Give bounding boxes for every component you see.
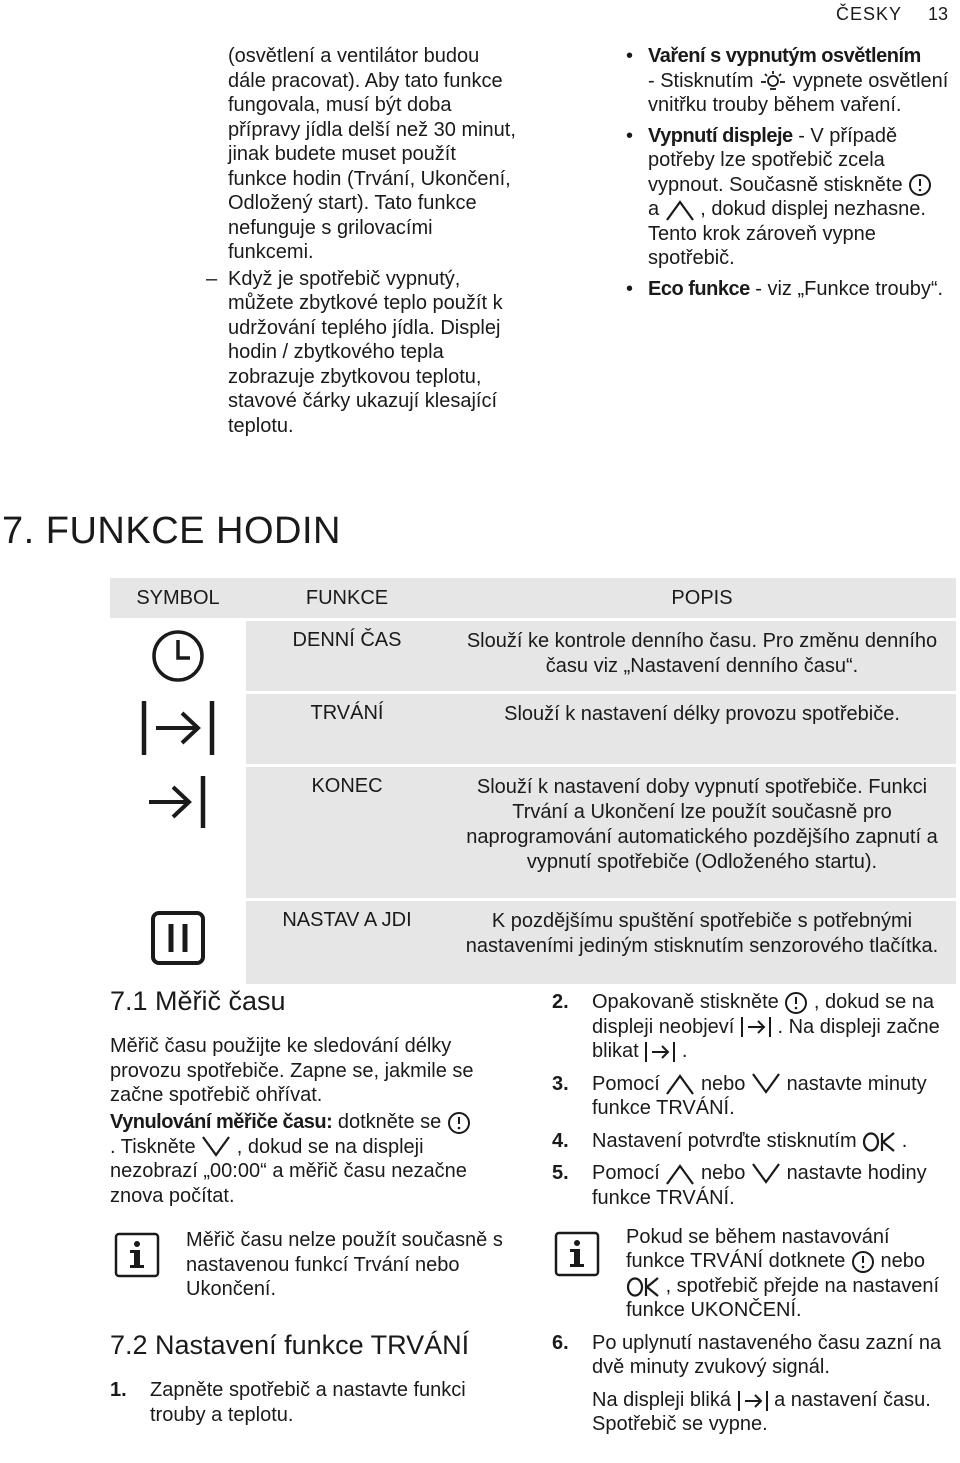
table-header: POPIS [448, 578, 956, 620]
step-1 [110, 1378, 510, 1427]
continuation-paragraph: (osvětlení a ventilátor budou dále pracovat). Aby tato funkce fungovala, musí být doba přípravy jídla delší než 30 minut, jinak budete muset použít funkce hodin (Trvání, Ukončení, Odložený start). Tato funkce nefunguje s grilovacími funkcemi. [228, 45, 516, 263]
bullet-label: Vypnutí displeje [648, 124, 793, 147]
subsection-title-timer: 7.1 Měřič času [110, 986, 286, 1016]
top-left-column [206, 44, 518, 438]
step-text: nastavte minuty funkce TRVÁNÍ. [592, 1072, 927, 1120]
clock-button-icon [908, 173, 932, 197]
duration-icon [737, 1390, 769, 1412]
description-cell: K pozdějšímu spuštění spotřebiče s potřebnými nastaveními jediným stisknutím senzorového tlačítka. [448, 900, 956, 986]
step-text: Pomocí [592, 1162, 660, 1185]
bullet-label: Eco funkce [648, 277, 750, 300]
step-text: . [681, 1040, 688, 1063]
reset-text: . Tiskněte [110, 1135, 196, 1158]
reset-label: Vynulování měřiče času: [110, 1111, 333, 1133]
description-cell: Slouží k nastavení délky provozu spotřebiče. [448, 693, 956, 766]
bullet-item-display-off [626, 124, 950, 271]
bullet-marker: • [626, 124, 634, 147]
info-note-duration [552, 1225, 952, 1323]
bullet-text: - Stisknutím [648, 69, 754, 92]
chevron-down-icon [751, 1072, 781, 1096]
function-cell: KONEC [246, 766, 448, 900]
step-text: nebo [700, 1072, 746, 1095]
note-text: nebo [880, 1250, 926, 1273]
note-text: Pokud se během nastavování funkce TRVÁNÍ dotknete [626, 1225, 890, 1273]
table-row [110, 620, 956, 693]
end-icon [143, 774, 213, 830]
step-3 [552, 1072, 952, 1121]
step-text: Zapněte spotřebič a nastavte funkci trouby a teplotu. [150, 1379, 466, 1426]
step-text: . [901, 1129, 908, 1152]
duration-icon [740, 1016, 772, 1038]
ok-icon [626, 1276, 660, 1298]
dash-list-item [206, 267, 518, 439]
bullet-text: , dokud displej nezhasne. Tento krok zároveň vypne spotřebič. [648, 198, 926, 270]
symbol-cell [110, 693, 246, 766]
bullet-marker: • [626, 277, 634, 300]
reset-text: , dokud se na displeji nezobrazí „00:00“ a měřič času nezačne znova počítat. [110, 1135, 467, 1207]
bullet-item-light-off [626, 44, 950, 118]
description-cell: Slouží ke kontrole denního času. Pro změnu denního času viz „Nastavení denního času“. [448, 620, 956, 693]
subsection-title-duration: 7.2 Nastavení funkce TRVÁNÍ [110, 1330, 470, 1360]
lamp-icon [759, 70, 787, 92]
bullet-text: - V případě potřeby lze spotřebič zcela vypnout. Současně stiskněte [648, 124, 903, 196]
reset-text: dotkněte se [337, 1111, 442, 1133]
step-text: . Na displeji začne blikat [592, 1015, 940, 1063]
chevron-down-icon [201, 1135, 231, 1159]
final-text: Na displeji bliká [592, 1388, 731, 1411]
table-row [110, 693, 956, 766]
bullet-label: Vaření s vypnutým osvětlením [648, 45, 921, 67]
info-note-text [626, 1225, 946, 1323]
function-cell: DENNÍ ČAS [246, 620, 448, 693]
clock-button-icon [784, 991, 808, 1015]
bullet-text: a [648, 198, 660, 221]
duration-icon [644, 1041, 676, 1063]
clock-button-icon [447, 1111, 471, 1135]
top-right-column [626, 44, 950, 307]
step-text: Pomocí [592, 1072, 660, 1095]
bullet-text: - viz „Funkce trouby“. [755, 277, 944, 300]
table-header-row [110, 578, 956, 620]
duration-icon [138, 699, 218, 757]
step-text: Po uplynutí nastaveného času zazní na dvě minuty zvukový signál. [592, 1331, 942, 1379]
header-language: ČESKY [836, 4, 903, 24]
clock-button-icon [851, 1250, 875, 1274]
chevron-up-icon [665, 1072, 695, 1096]
info-note-text: Měřič času nelze použít současně s nastavenou funkcí Trvání nebo Ukončení. [186, 1229, 503, 1300]
step-number: 6. [552, 1331, 569, 1354]
ok-icon [862, 1131, 896, 1153]
table-row [110, 900, 956, 986]
step-6 [552, 1331, 952, 1380]
table-header: SYMBOL [110, 578, 246, 620]
step-text: nebo [700, 1162, 746, 1185]
step-number: 3. [552, 1072, 569, 1095]
function-cell: TRVÁNÍ [246, 693, 448, 766]
residual-heat-text: Když je spotřebič vypnutý, můžete zbytkové teplo použít k udržování teplého jídla. Displej hodin / zbytkového tepla zobrazuje zbytkovou teplotu, stavové čárky ukazují klesající teplotu. [228, 267, 503, 437]
set-and-go-icon [150, 910, 206, 966]
step-5 [552, 1161, 952, 1210]
step-4 [552, 1129, 952, 1154]
bullet-marker: • [626, 45, 634, 67]
clock-functions-table [110, 578, 956, 987]
timer-paragraph: Měřič času použijte ke sledování délky provozu spotřebiče. Zapne se, jakmile se začne spotřebič ohřívat. [110, 1035, 474, 1106]
chevron-up-icon [665, 1162, 695, 1186]
table-row [110, 766, 956, 900]
bullet-item-eco [626, 277, 950, 302]
step-number: 2. [552, 991, 569, 1013]
info-icon [554, 1231, 600, 1277]
symbol-cell [110, 620, 246, 693]
section-title: 7. FUNKCE HODIN [2, 510, 341, 552]
info-icon [114, 1232, 160, 1278]
page-number: 13 [928, 4, 949, 24]
step-number: 4. [552, 1129, 569, 1152]
timer-reset-paragraph [110, 1110, 500, 1208]
step-text: Opakovaně stiskněte [592, 991, 779, 1013]
chevron-up-icon [665, 198, 695, 222]
table-header: FUNKCE [246, 578, 448, 620]
step-number: 5. [552, 1162, 569, 1185]
dash-marker: – [206, 267, 218, 290]
step-2 [552, 990, 952, 1064]
info-note-timer [110, 1228, 510, 1302]
step-text: nastavte hodiny funkce TRVÁNÍ. [592, 1162, 927, 1210]
chevron-down-icon [751, 1162, 781, 1186]
final-text: a nastavení času. Spotřebič se vypne. [592, 1388, 931, 1436]
bullet-text: vypnete osvětlení vnitřku trouby během vaření. [648, 69, 949, 116]
final-paragraph [552, 1388, 952, 1437]
step-text: , dokud se na displeji neobjeví [592, 991, 934, 1038]
symbol-cell [110, 900, 246, 986]
clock-icon [150, 628, 206, 684]
step-number: 1. [110, 1379, 127, 1401]
note-text: , spotřebič přejde na nastavení funkce UKONČENÍ. [626, 1274, 940, 1322]
description-cell: Slouží k nastavení doby vypnutí spotřebiče. Funkci Trvání a Ukončení lze použít současně pro naprogramování automatického pozdějšího zapnutí a vypnutí spotřebiče (Odloženého startu). [448, 766, 956, 900]
right-steps [552, 990, 952, 1437]
function-cell: NASTAV A JDI [246, 900, 448, 986]
step-text: Nastavení potvrďte stisknutím [592, 1129, 857, 1152]
symbol-cell [110, 766, 246, 900]
